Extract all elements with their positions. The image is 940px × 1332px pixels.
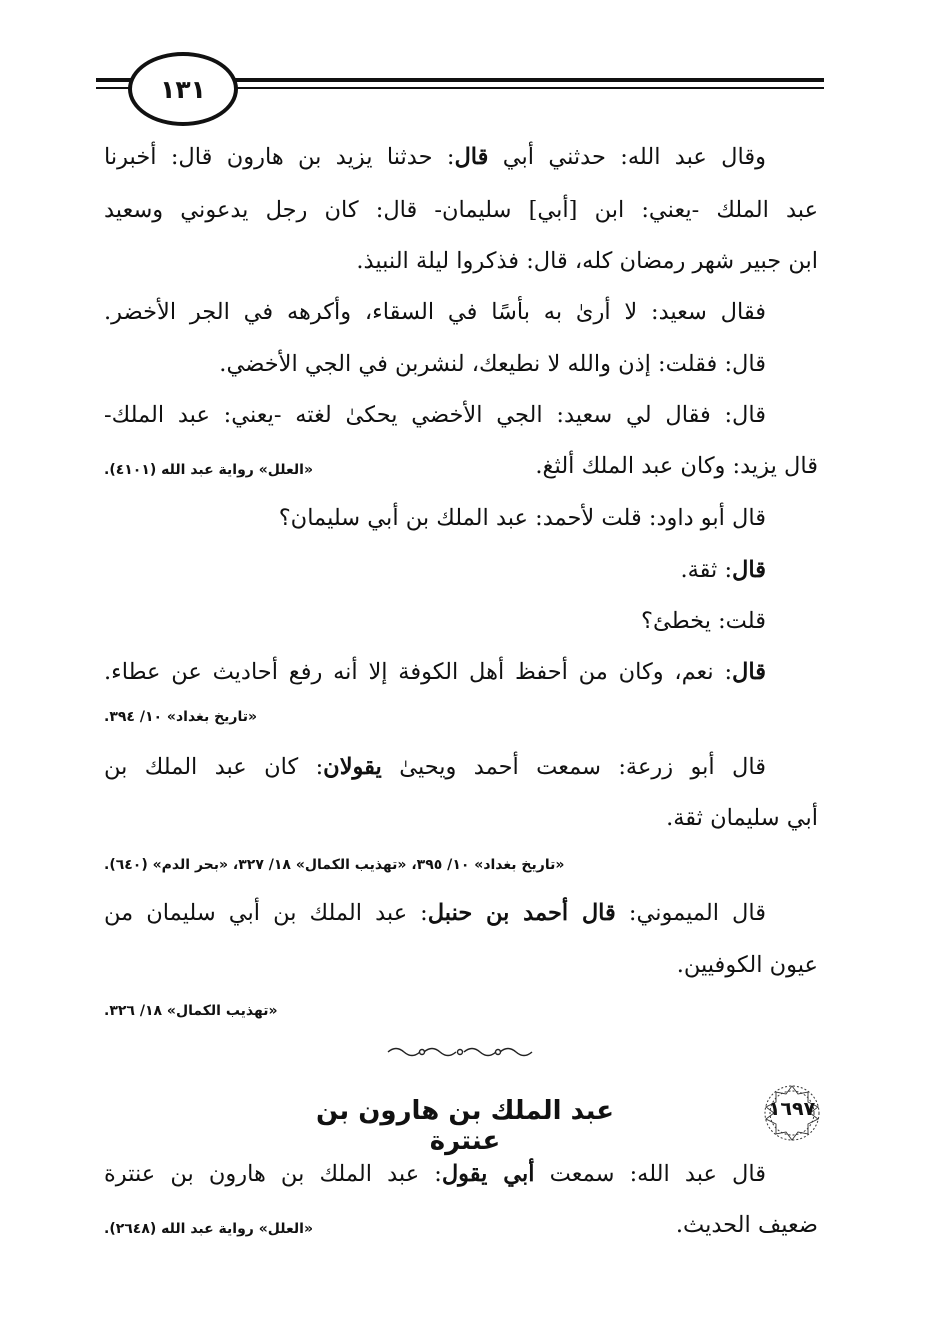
page-number: ١٣١ xyxy=(160,74,206,104)
text-line: قلت: يخطئ؟ xyxy=(641,608,766,634)
entry-number-badge xyxy=(760,1082,824,1144)
text-line: قال أبو داود: قلت لأحمد: عبد الملك بن أبي سليمان؟ xyxy=(278,505,766,531)
text-line: قال أبو زرعة: سمعت أحمد ويحيىٰ يقولان: كان عبد الملك بن xyxy=(104,754,766,780)
text-line: قال الميموني: قال أحمد بن حنبل: عبد الملك بن أبي سليمان من xyxy=(104,900,767,926)
text-line: عبد الملك -يعني: ابن [أبي] سليمان- قال: كان رجل يدعوني وسعيد xyxy=(104,197,818,223)
entry-title: عبد الملك بن هارون بن عنترة xyxy=(316,1096,614,1156)
text-line: قال: نعم، وكان من أحفظ أهل الكوفة إلا أنه رفع أحاديث عن عطاء. xyxy=(104,659,766,685)
text-line: قال: فقلت: إذن والله لا نطيعك، لنشربن في الجي الأخضي. xyxy=(219,351,766,377)
text-line: ابن جبير شهر رمضان كله، قال: فذكروا ليلة النبيذ. xyxy=(356,248,818,274)
reference-note: «العلل» رواية عبد الله (٤١٠١). xyxy=(104,462,313,478)
text-line: وقال عبد الله: حدثني أبي قال: حدثنا يزيد بن هارون قال: أخبرنا xyxy=(104,144,766,170)
reference-note: «تاريخ بغداد» ١٠/ ٣٩٥، «تهذيب الكمال» ١٨/ ٣٢٧، «بحر الدم» (٦٤٠). xyxy=(104,857,565,873)
text-line: قال: فقال لي سعيد: الجي الأخضي يحكىٰ لغته -يعني: عبد الملك- xyxy=(104,402,766,428)
reference-note: «العلل» رواية عبد الله (٢٦٤٨). xyxy=(104,1221,313,1237)
text-line: قال: ثقة. xyxy=(680,557,766,583)
reference-note: «تاريخ بغداد» ١٠/ ٣٩٤. xyxy=(104,709,258,725)
text-line: ضعيف الحديث. xyxy=(675,1212,818,1238)
text-line: فقال سعيد: لا أرىٰ به بأسًا في السقاء، وأكرهه في الجر الأخضر. xyxy=(104,299,766,325)
ornament-divider xyxy=(384,1044,536,1060)
text-line: عيون الكوفيين. xyxy=(676,952,818,978)
text-line: قال عبد الله: سمعت أبي يقول: عبد الملك بن هارون بن عنترة xyxy=(104,1161,766,1187)
text-line: قال يزيد: وكان عبد الملك ألثغ. xyxy=(535,453,818,479)
text-line: أبي سليمان ثقة. xyxy=(666,805,818,831)
entry-number: ١٦٩٧ xyxy=(768,1098,816,1120)
reference-note: «تهذيب الكمال» ١٨/ ٣٢٦. xyxy=(104,1003,278,1019)
